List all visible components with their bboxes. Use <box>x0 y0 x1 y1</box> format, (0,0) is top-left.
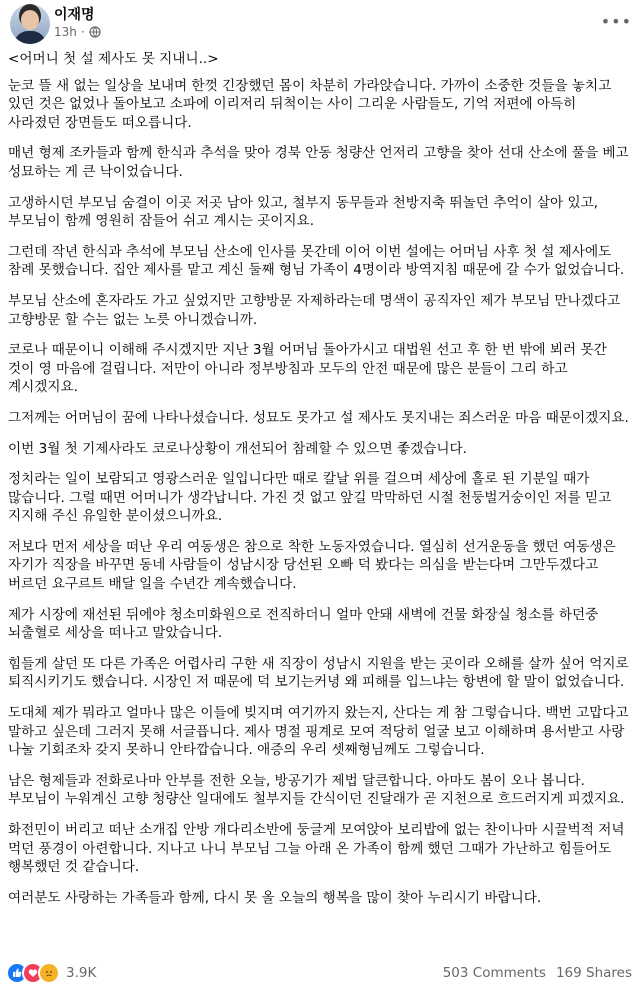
comments-count[interactable]: 503 Comments <box>442 965 546 981</box>
shares-count[interactable]: 169 Shares <box>555 965 632 981</box>
avatar-face <box>21 10 39 30</box>
reaction-count: 3.9K <box>66 965 97 981</box>
post-footer <box>6 962 632 984</box>
post-paragraph: 눈코 뜰 새 없는 일상을 보내며 한껏 긴장했던 몸이 차분히 가라앉습니다. 가까이 소중한 것들을 놓치고 있던 것은 없었나 돌아보고 소파에 이리저리 뒤척이는 사이 그리운 사람들도, 기억 저편에 아득히 사라졌던 장면들도 떠오릅니다. <box>8 77 612 131</box>
post-paragraph: 힘들게 살던 또 다른 가족은 어렵사리 구한 새 직장이 성남시 지원을 받는 곳이라 오해를 살까 싶어 억지로 퇴직시키기도 했습니다. 시장인 저 때문에 덕 보기는커녕 왜 피해를 입느냐는 항변에 할 말이 없었습니다. <box>8 655 629 691</box>
post-time[interactable]: 13h <box>54 25 77 39</box>
post-paragraph: 남은 형제들과 전화로나마 안부를 전한 오늘, 방공기가 제법 달큰합니다. 아마도 봄이 오나 봅니다. 부모님이 누워계신 고향 청량산 일대에도 철부지들 간식이던 진달래가 곧 지천으로 흐드러지게 피겠지요. <box>8 772 625 808</box>
post-stats <box>443 965 632 981</box>
post-paragraph: 저보다 먼저 세상을 떠난 우리 여동생은 참으로 착한 노동자였습니다. 열심히 선거운동을 했던 여동생은 자기가 직장을 바꾸면 동네 사람들이 성남시장 당선된 오빠 덕 봤다는 의심을 받는다며 그만두겠다고 버르던 요구르트 배달 일을 수년간 계속했습니다. <box>8 538 616 593</box>
reaction-summary[interactable] <box>6 962 96 984</box>
post-paragraph: 부모님 산소에 혼자라도 가고 싶었지만 고향방문 자제하라는데 명색이 공직자인 제가 부모님 만나겠다고 고향방문 할 수는 없는 노릇 아니겠습니까. <box>8 292 621 328</box>
post-paragraph: 그저께는 어머님이 꿈에 나타나셨습니다. 성묘도 못가고 설 제사도 못지내는 죄스러운 마음 때문이겠지요. <box>8 409 629 426</box>
post-paragraph: 화전민이 버리고 떠난 소개집 안방 개다리소반에 둥글게 모여앉아 보리밥에 없는 찬이나마 시끌벅적 저녁 먹던 풍경이 아련합니다. 지나고 나니 부모님 그늘 아래 온 가족이 함께 했던 그때가 가난하고 힘들어도 행복했던 것 같습니다. <box>8 822 625 876</box>
author-name[interactable]: 이재명 <box>54 7 95 23</box>
post-paragraph: 코로나 때문이니 이해해 주시겠지만 지난 3월 어머님 돌아가시고 대법원 선고 후 한 번 밖에 뵈러 못간 것이 영 마음에 걸립니다. 저만이 아니라 정부방침과 모두의 안전 때문에 많은 분들이 그리 하고 계시겠지요. <box>8 342 607 396</box>
post-paragraph: 도대체 제가 뭐라고 얼마나 많은 이들에 빚지며 여기까지 왔는지, 산다는 게 참 그렇습니다. 백번 고맙다고 말하고 싶은데 그러지 못해 서글픕니다. 제사 명절 핑계로 모여 적당히 얼굴 보고 이해하며 용서받고 사랑 나눌 기회조차 갖지 못하니 안타깝습니다. 애증의 우리 셋째형님께도 그렇습니다. <box>8 705 629 759</box>
post-header <box>0 0 640 48</box>
post-paragraph: 정치라는 일이 보람되고 영광스러운 일입니다만 때로 칼날 위를 걸으며 세상에 홀로 된 기분일 때가 많습니다. 그럴 때면 어머니가 생각납니다. 가진 것 없고 앞길 막막하던 시절 천둥벌거숭이인 저를 믿고 지지해 주신 유일한 분이셨으니까요. <box>8 471 612 525</box>
post-paragraph: 제가 시장에 재선된 뒤에야 청소미화원으로 전직하더니 얼마 안돼 새벽에 건물 화장실 청소를 하던중 뇌출혈로 세상을 떠나고 말았습니다. <box>8 606 599 642</box>
meta-separator: · <box>80 25 85 39</box>
post-paragraph: 그런데 작년 한식과 추석에 부모님 산소에 인사를 못간데 이어 이번 설에는 어머님 사후 첫 설 제사에도 참례 못했습니다. 집안 제사를 맡고 계신 둘째 형님 가족이 4명이라 방역지침 때문에 갈 수가 없었습니다. <box>8 243 625 279</box>
avatar[interactable] <box>10 4 50 44</box>
post-meta <box>54 25 101 39</box>
post-paragraph: 매년 형제 조카들과 함께 한식과 추석을 맞아 경북 안동 청량산 언저리 고향을 찾아 선대 산소에 풀을 베고 성묘하는 게 큰 낙이었습니다. <box>8 145 629 180</box>
post-paragraph: 고생하시던 부모님 숨결이 이곳 저곳 남아 있고, 철부지 동무들과 천방지축 뛰놀던 추억이 살아 있고, 부모님이 함께 영원히 잠들어 쉬고 계시는 곳이지요. <box>8 194 599 230</box>
post-paragraph: 여러분도 사랑하는 가족들과 함께, 다시 못 올 오늘의 행복을 많이 찾아 누리시기 바랍니다. <box>8 889 542 906</box>
post-paragraph: 이번 3월 첫 기제사라도 코로나상황이 개선되어 참례할 수 있으면 좋겠습니다. <box>8 440 467 457</box>
post-title: <어머니 첫 설 제사도 못 지내니..> <box>8 51 219 67</box>
globe-icon <box>89 26 101 38</box>
more-options-icon[interactable]: ••• <box>600 12 632 31</box>
sad-icon <box>38 962 60 984</box>
avatar-suit <box>14 31 46 44</box>
post-body <box>8 50 632 919</box>
